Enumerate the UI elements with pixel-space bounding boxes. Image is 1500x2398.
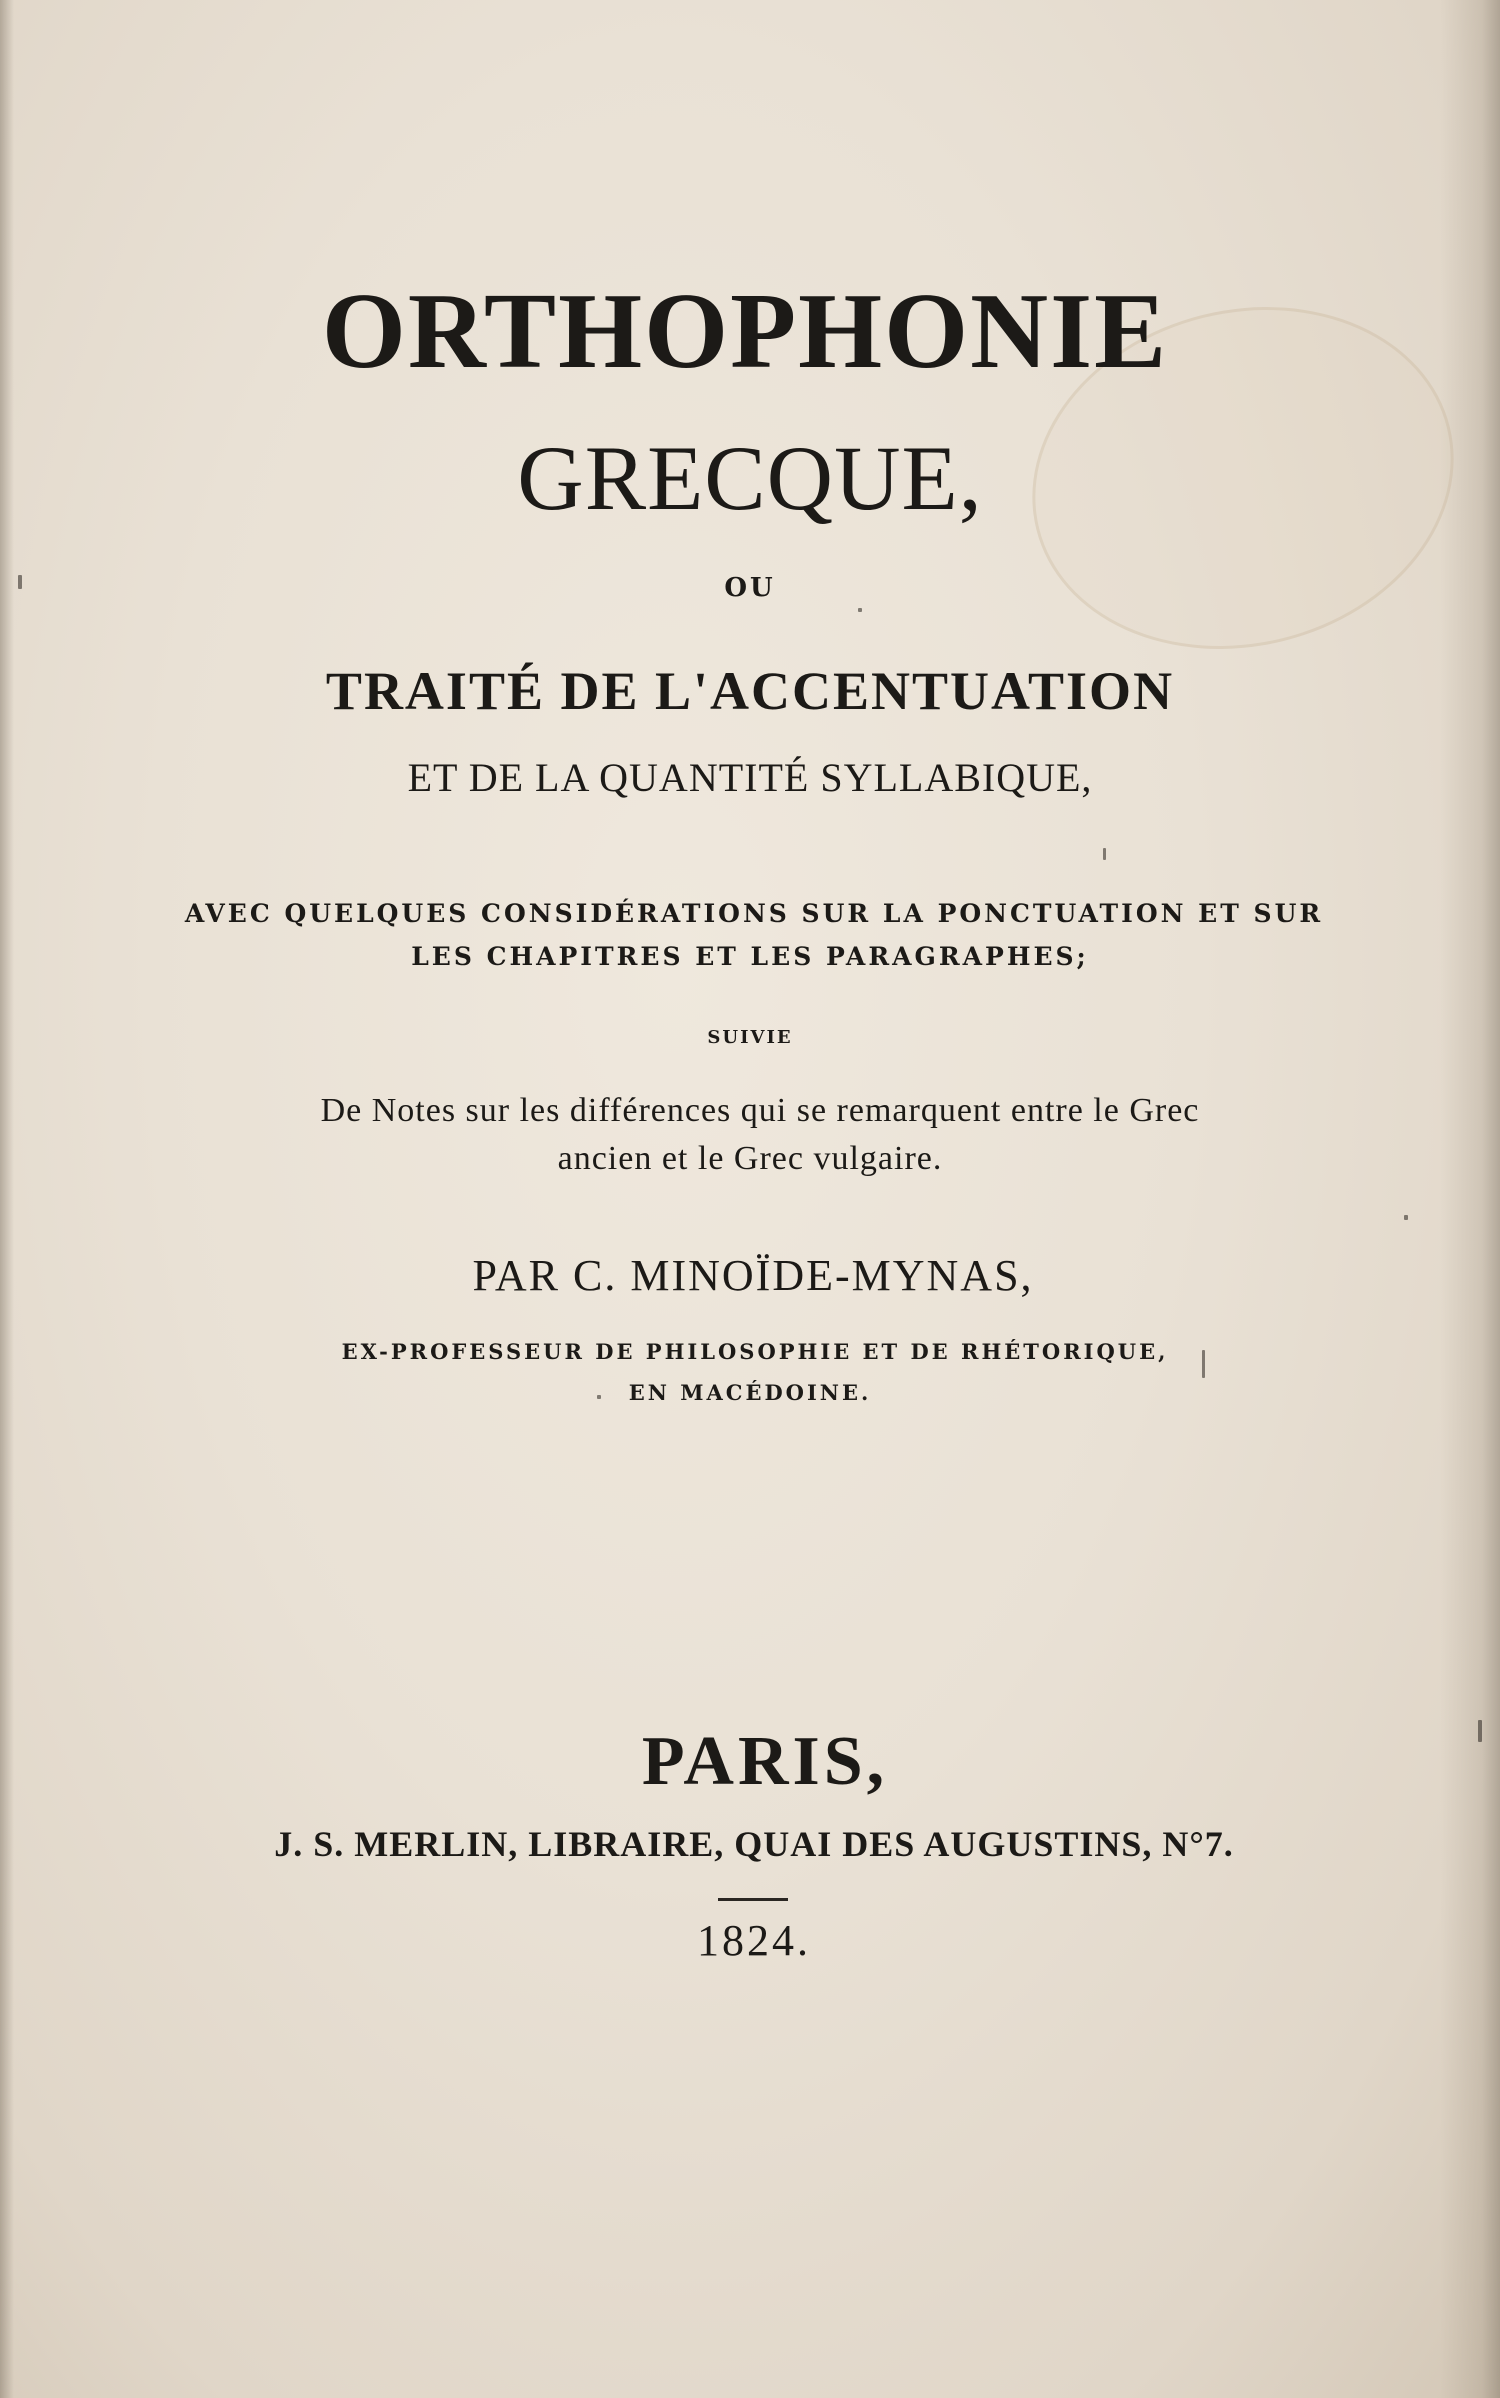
author-name: PAR C. MINOÏDE-MYNAS, xyxy=(472,1251,1034,1300)
author-title-line-1: EX-PROFESSEUR DE PHILOSOPHIE ET DE RHÉTORIQUE, xyxy=(341,1339,1169,1364)
imprint-publisher: J. S. MERLIN, LIBRAIRE, QUAI DES AUGUSTINS, N°7. xyxy=(274,1824,1234,1864)
author-title-line-2: EN MACÉDOINE. xyxy=(628,1380,872,1405)
imprint-rule xyxy=(718,1898,788,1901)
paper-speck xyxy=(18,575,22,589)
subtitle-line-1: TRAITÉ DE L'ACCENTUATION xyxy=(325,661,1175,721)
considerations-line-2: LES CHAPITRES ET LES PARAGRAPHES; xyxy=(411,942,1089,971)
paper-speck xyxy=(1404,1215,1408,1220)
paper-speck xyxy=(1478,1720,1482,1742)
subtitle-line-2: ET DE LA QUANTITÉ SYLLABIQUE, xyxy=(407,755,1093,800)
followed-by: SUIVIE xyxy=(707,1027,793,1048)
notes-line-2: ancien et le Grec vulgaire. xyxy=(557,1140,943,1177)
paper-speck xyxy=(858,608,862,612)
paper-speck xyxy=(1103,848,1106,860)
imprint-city: PARIS, xyxy=(641,1723,889,1800)
conjunction: OU xyxy=(724,573,776,603)
notes-line-1: De Notes sur les différences qui se remarquent entre le Grec xyxy=(320,1092,1200,1129)
paper-speck xyxy=(597,1395,601,1399)
book-title-line-1: ORTHOPHONIE xyxy=(321,272,1169,391)
imprint-year: 1824. xyxy=(697,1916,811,1965)
considerations-line-1: AVEC QUELQUES CONSIDÉRATIONS SUR LA PONCTUATION ET SUR xyxy=(184,899,1324,928)
paper-speck xyxy=(1202,1350,1205,1378)
book-title-line-2: GRECQUE, xyxy=(517,427,983,529)
